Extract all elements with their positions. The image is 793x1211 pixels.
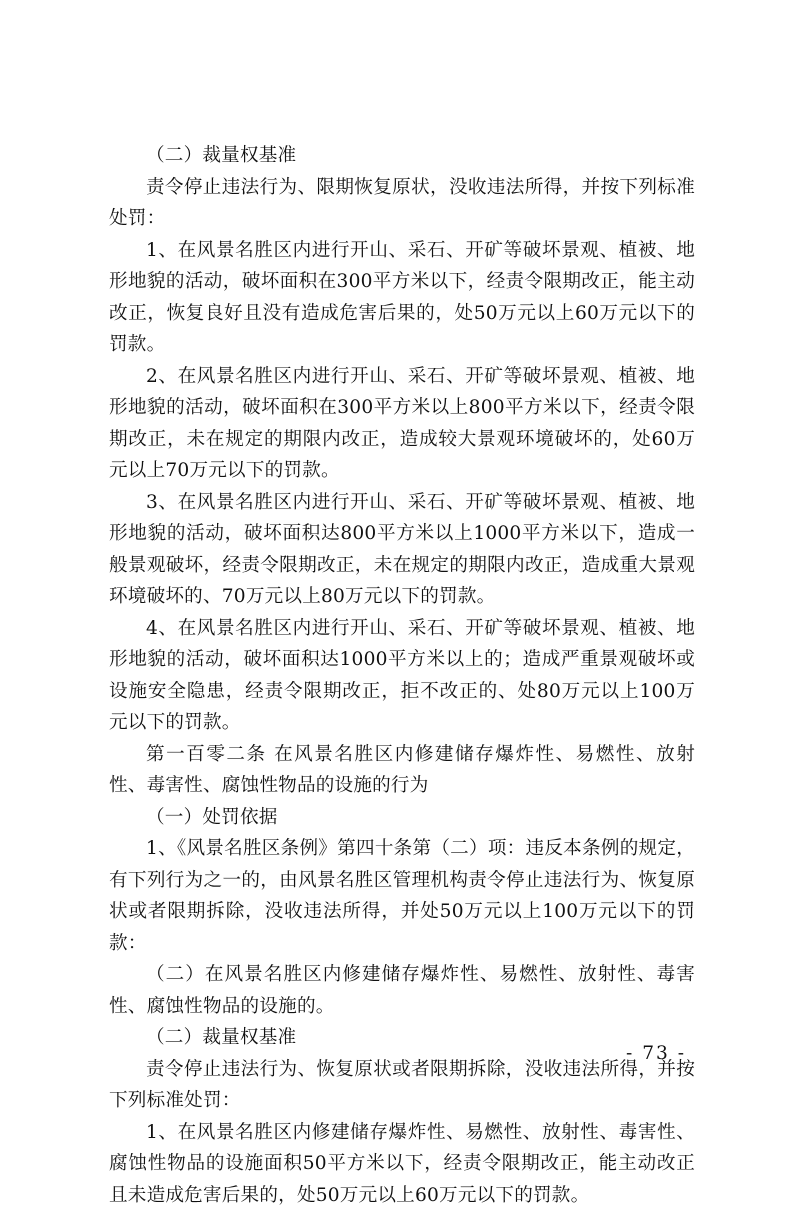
paragraph-penalty-intro-2: 责令停止违法行为、恢复原状或者限期拆除，没收违法所得，并按下列标准处罚： <box>109 1054 695 1117</box>
paragraph-facility-standard-1: 1、在风景名胜区内修建储存爆炸性、易燃性、放射性、毒害性、腐蚀性物品的设施面积50平方米以下，经责令限期改正，能主动改正且未造成危害后果的，处50万元以上60万元以下的罚款。 <box>109 1117 695 1211</box>
paragraph-regulation-citation: 1、《风景名胜区条例》第四十条第（二）项：违反本条例的规定，有下列行为之一的，由风景名胜区管理机构责令停止违法行为、恢复原状或者限期拆除，没收违法所得，并处50万元以上100万元以下的罚款： <box>109 833 695 959</box>
page-number: - 73 - <box>626 1040 706 1068</box>
paragraph-standard-1: 1、在风景名胜区内进行开山、采石、开矿等破坏景观、植被、地形地貌的活动，破坏面积在300平方米以下，经责令限期改正，能主动改正，恢复良好且没有造成危害后果的，处50万元以上60万元以下的罚款。 <box>109 235 695 361</box>
document-body <box>109 140 695 1211</box>
article-102-title: 第一百零二条 在风景名胜区内修建储存爆炸性、易燃性、放射性、毒害性、腐蚀性物品的设施的行为 <box>109 739 695 802</box>
paragraph-regulation-item-2: （二）在风景名胜区内修建储存爆炸性、易燃性、放射性、毒害性、腐蚀性物品的设施的。 <box>109 959 695 1022</box>
section-heading-discretion-standard: （二）裁量权基准 <box>109 140 695 172</box>
paragraph-penalty-intro: 责令停止违法行为、限期恢复原状，没收违法所得，并按下列标准处罚： <box>109 172 695 235</box>
section-heading-discretion-standard-2: （二）裁量权基准 <box>109 1022 695 1054</box>
paragraph-standard-4: 4、在风景名胜区内进行开山、采石、开矿等破坏景观、植被、地形地貌的活动，破坏面积达1000平方米以上的；造成严重景观破坏或设施安全隐患，经责令限期改正，拒不改正的、处80万元以上100万元以下的罚款。 <box>109 613 695 739</box>
paragraph-standard-3: 3、在风景名胜区内进行开山、采石、开矿等破坏景观、植被、地形地貌的活动，破坏面积达800平方米以上1000平方米以下，造成一般景观破坏，经责令限期改正，未在规定的期限内改正，造成重大景观环境破坏的、70万元以上80万元以下的罚款。 <box>109 487 695 613</box>
section-heading-penalty-basis: （一）处罚依据 <box>109 802 695 834</box>
paragraph-standard-2: 2、在风景名胜区内进行开山、采石、开矿等破坏景观、植被、地形地貌的活动，破坏面积在300平方米以上800平方米以下，经责令限期改正，未在规定的期限内改正，造成较大景观环境破坏的，处60万元以上70万元以下的罚款。 <box>109 361 695 487</box>
